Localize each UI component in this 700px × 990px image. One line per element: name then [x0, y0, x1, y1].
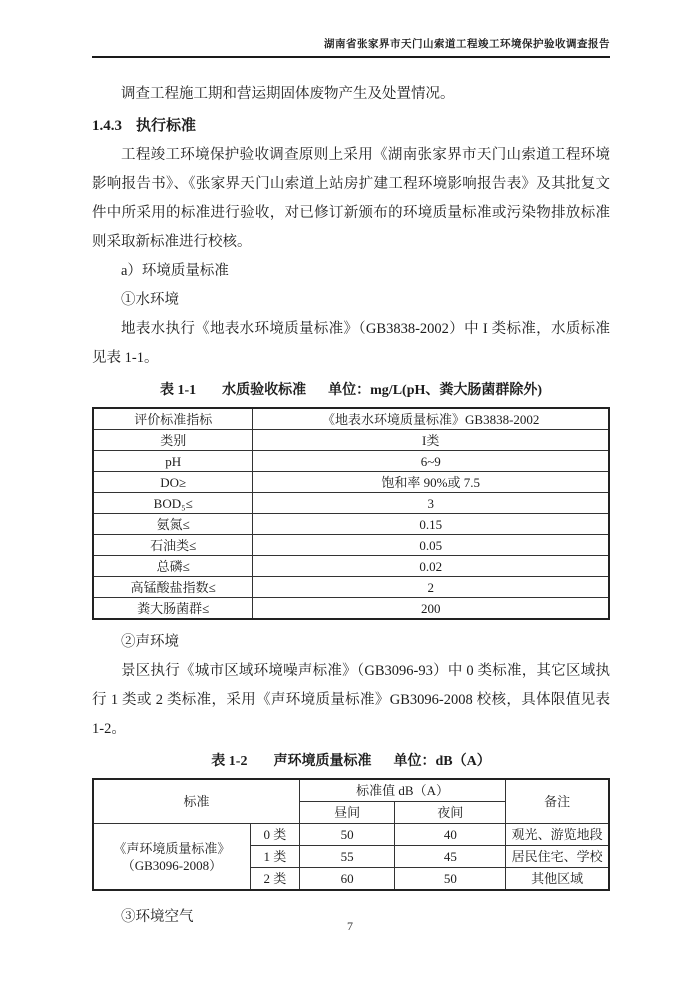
category-cell: 0 类: [250, 824, 299, 846]
value-cell: 200: [253, 598, 609, 620]
remark-cell: 其他区域: [506, 868, 609, 891]
value-cell: 饱和率 90%或 7.5: [253, 472, 609, 493]
table-row: [93, 556, 609, 577]
running-head: 湖南省张家界市天门山索道工程竣工环境保护验收调查报告: [324, 39, 610, 50]
table-row: [93, 430, 609, 451]
indicator-cell: 评价标准指标: [93, 408, 253, 430]
section-number: 1.4.3: [92, 118, 122, 134]
paragraph-solid-waste: 调查工程施工期和营运期固体废物产生及处置情况。: [121, 86, 455, 102]
table-header-row: [93, 779, 609, 802]
value-cell: 2: [253, 577, 609, 598]
header-value-group-cell: 标准值 dB（A）: [299, 779, 505, 802]
list-item-a-quality-standards: a）环境质量标准: [121, 263, 229, 279]
header-night-cell: 夜间: [395, 802, 506, 824]
table-1-1-caption-title: 水质验收标准: [222, 383, 307, 398]
indicator-cell: 石油类≤: [93, 535, 253, 556]
table-row: [93, 451, 609, 472]
header-rule: [92, 56, 610, 58]
standard-name-line1: 《声环境质量标准》: [113, 840, 231, 856]
value-cell: I类: [253, 430, 609, 451]
standard-name-line2: （GB3096-2008）: [121, 857, 223, 873]
table-1-1-caption-unit: 单位：mg/L(pH、粪大肠菌群除外): [328, 383, 543, 398]
night-value-cell: 40: [395, 824, 506, 846]
table-row: [93, 472, 609, 493]
day-value-cell: 55: [299, 846, 394, 868]
night-value-cell: 45: [395, 846, 506, 868]
header-remark-cell: 备注: [506, 779, 609, 824]
value-cell: 《地表水环境质量标准》GB3838-2002: [253, 408, 609, 430]
category-cell: 1 类: [250, 846, 299, 868]
table-1-2-caption-unit: 单位：dB（A）: [393, 754, 491, 769]
table-row: [93, 824, 609, 846]
value-cell: 0.15: [253, 514, 609, 535]
table-1-1-caption: [92, 381, 610, 401]
indicator-cell: 氨氮≤: [93, 514, 253, 535]
table-row: [93, 577, 609, 598]
value-cell: 0.05: [253, 535, 609, 556]
standard-name-cell: [93, 824, 250, 891]
indicator-cell: BOD₅≤: [93, 493, 253, 514]
night-value-cell: 50: [395, 868, 506, 891]
table-1-2-caption-title: 声环境质量标准: [273, 754, 372, 769]
day-value-cell: 50: [299, 824, 394, 846]
section-heading-1-4-3: [92, 112, 610, 141]
section-title: 执行标准: [136, 118, 197, 134]
value-cell: 0.02: [253, 556, 609, 577]
table-1-2-caption-label: 表 1-2: [211, 754, 248, 769]
value-cell: 6~9: [253, 451, 609, 472]
table-row: [93, 493, 609, 514]
list-item-water-environment: ①水环境: [121, 292, 179, 308]
page-footer: [0, 919, 700, 934]
table-row: [93, 535, 609, 556]
paragraph-surface-water: 地表水执行《地表水环境质量标准》（GB3838-2002）中 I 类标准，水质标准见表 1-1。: [92, 321, 610, 366]
value-cell: 3: [253, 493, 609, 514]
indicator-cell: 粪大肠菌群≤: [93, 598, 253, 620]
remark-cell: 居民住宅、学校: [506, 846, 609, 868]
day-value-cell: 60: [299, 868, 394, 891]
indicator-cell: DO≥: [93, 472, 253, 493]
page-number: 7: [347, 919, 353, 933]
list-item-noise-environment: ②声环境: [121, 634, 179, 650]
table-1-1-water-quality: [92, 407, 610, 620]
indicator-cell: 高锰酸盐指数≤: [93, 577, 253, 598]
table-1-2-caption: [92, 752, 610, 772]
table-row: [93, 408, 609, 430]
header-standard-cell: 标准: [93, 779, 299, 824]
category-cell: 2 类: [250, 868, 299, 891]
table-1-1-caption-label: 表 1-1: [159, 383, 197, 398]
indicator-cell: 总磷≤: [93, 556, 253, 577]
remark-cell: 观光、游览地段: [506, 824, 609, 846]
header-day-cell: 昼间: [299, 802, 394, 824]
table-row: [93, 598, 609, 620]
indicator-cell: 类别: [93, 430, 253, 451]
paragraph-acceptance-principle: 工程竣工环境保护验收调查原则上采用《湖南张家界市天门山索道工程环境影响报告书》、《张家界天门山索道上站房扩建工程环境影响报告表》及其批复文件中所采用的标准进行验收，对已修订新颁布的环境质量标准或污染物排放标准则采取新标准进行校核。: [92, 147, 610, 250]
indicator-cell: pH: [93, 451, 253, 472]
table-row: [93, 514, 609, 535]
table-1-2-noise-standards: [92, 778, 610, 891]
list-item-air-environment: ③环境空气: [121, 909, 194, 925]
paragraph-noise-standards: 景区执行《城市区域环境噪声标准》（GB3096-93）中 0 类标准，其它区域执行 1 类或 2 类标准，采用《声环境质量标准》GB3096-2008 校核，具体限值见表 1-2。: [92, 663, 610, 737]
